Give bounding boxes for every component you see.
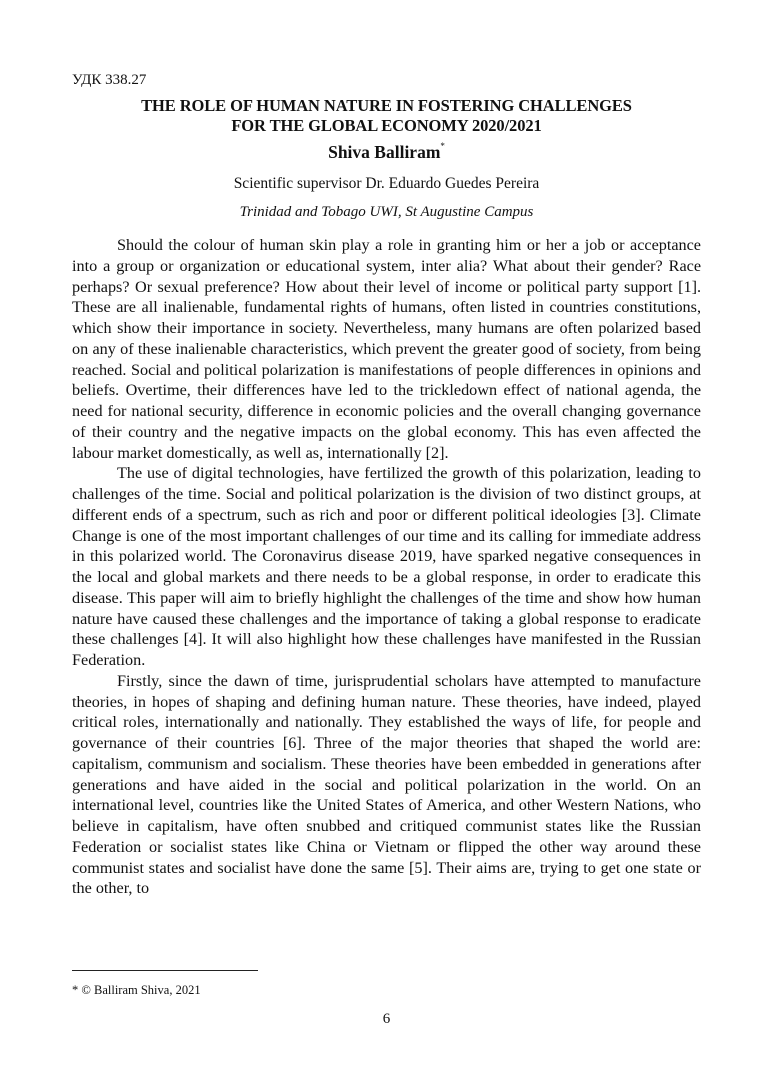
author-name — [72, 141, 701, 163]
title-line-2: FOR THE GLOBAL ECONOMY 2020/2021 — [231, 116, 542, 135]
body-paragraph: The use of digital technologies, have fertilized the growth of this polarization, leading to challenges of the time. Social and political polarization is the division of two distinct groups, at different ends of a spectrum, such as rich and poor or different political ideologies [3]. Climate Change is one of the most important challenges of our time and its calling for immediate address in this polarized world. The Coronavirus disease 2019, have sparked negative consequences in the local and global markets and there needs to be a global response, in order to eradicate this disease. This paper will aim to briefly highlight the challenges of the time and show how human nature have caused these challenges and the importance of taking a global response to eradicate these challenges [4]. It will also highlight how these challenges have manifested in the Russian Federation. — [72, 464, 701, 669]
title-line-1: THE ROLE OF HUMAN NATURE IN FOSTERING CHALLENGES — [141, 96, 632, 115]
author-text: Shiva Balliram — [328, 142, 441, 162]
page-number: 6 — [382, 1011, 391, 1027]
affiliation: Trinidad and Tobago UWI, St Augustine Campus — [239, 204, 534, 220]
udk-code: УДК 338.27 — [72, 72, 147, 88]
article-body — [72, 235, 701, 899]
scientific-supervisor: Scientific supervisor Dr. Eduardo Guedes Pereira — [233, 175, 540, 192]
article-title — [72, 96, 701, 136]
footnote-separator — [72, 970, 258, 971]
body-paragraph: Firstly, since the dawn of time, jurisprudential scholars have attempted to manufacture theories, in hopes of shaping and defining human nature. These theories, have indeed, played critical roles, internationally and nationally. They established the ways of life, for people and governance of their countries [6]. Three of the major theories that shaped the world are: capitalism, communism and socialism. These theories have been embedded in generations after generations and have aided in the social and political polarization in the world. On an international level, countries like the United States of America, and other Western Nations, who believe in capitalism, have often snubbed and critiqued communist states like the Russian Federation or socialist states like China or Vietnam or flipped the other way around these communist states and socialist have done the same [5]. Their aims are, trying to get one state or the other, to — [72, 671, 701, 898]
footnote: * © Balliram Shiva, 2021 — [72, 983, 201, 997]
body-paragraph: Should the colour of human skin play a role in granting him or her a job or acceptance into a group or organization or educational system, inter alia? What about their gender? Race perhaps? Or sexual preference? How about their level of income or political party support [1]. These are all inalienable, fundamental rights of humans, often listed in countries constitutions, which show their importance in society. Nevertheless, many humans are often polarized based on any of these inalienable characteristics, which prevent the greater good of society, from being reached. Social and political polarization is manifestations of people differences in opinions and beliefs. Overtime, their differences have led to the trickledown effect of national agenda, the need for national security, difference in economic policies and the overall changing governance of their country and the negative impacts on the global economy. This has even affected the labour market domestically, as well as, internationally [2]. — [72, 236, 701, 462]
footnote-marker: * — [440, 141, 445, 151]
